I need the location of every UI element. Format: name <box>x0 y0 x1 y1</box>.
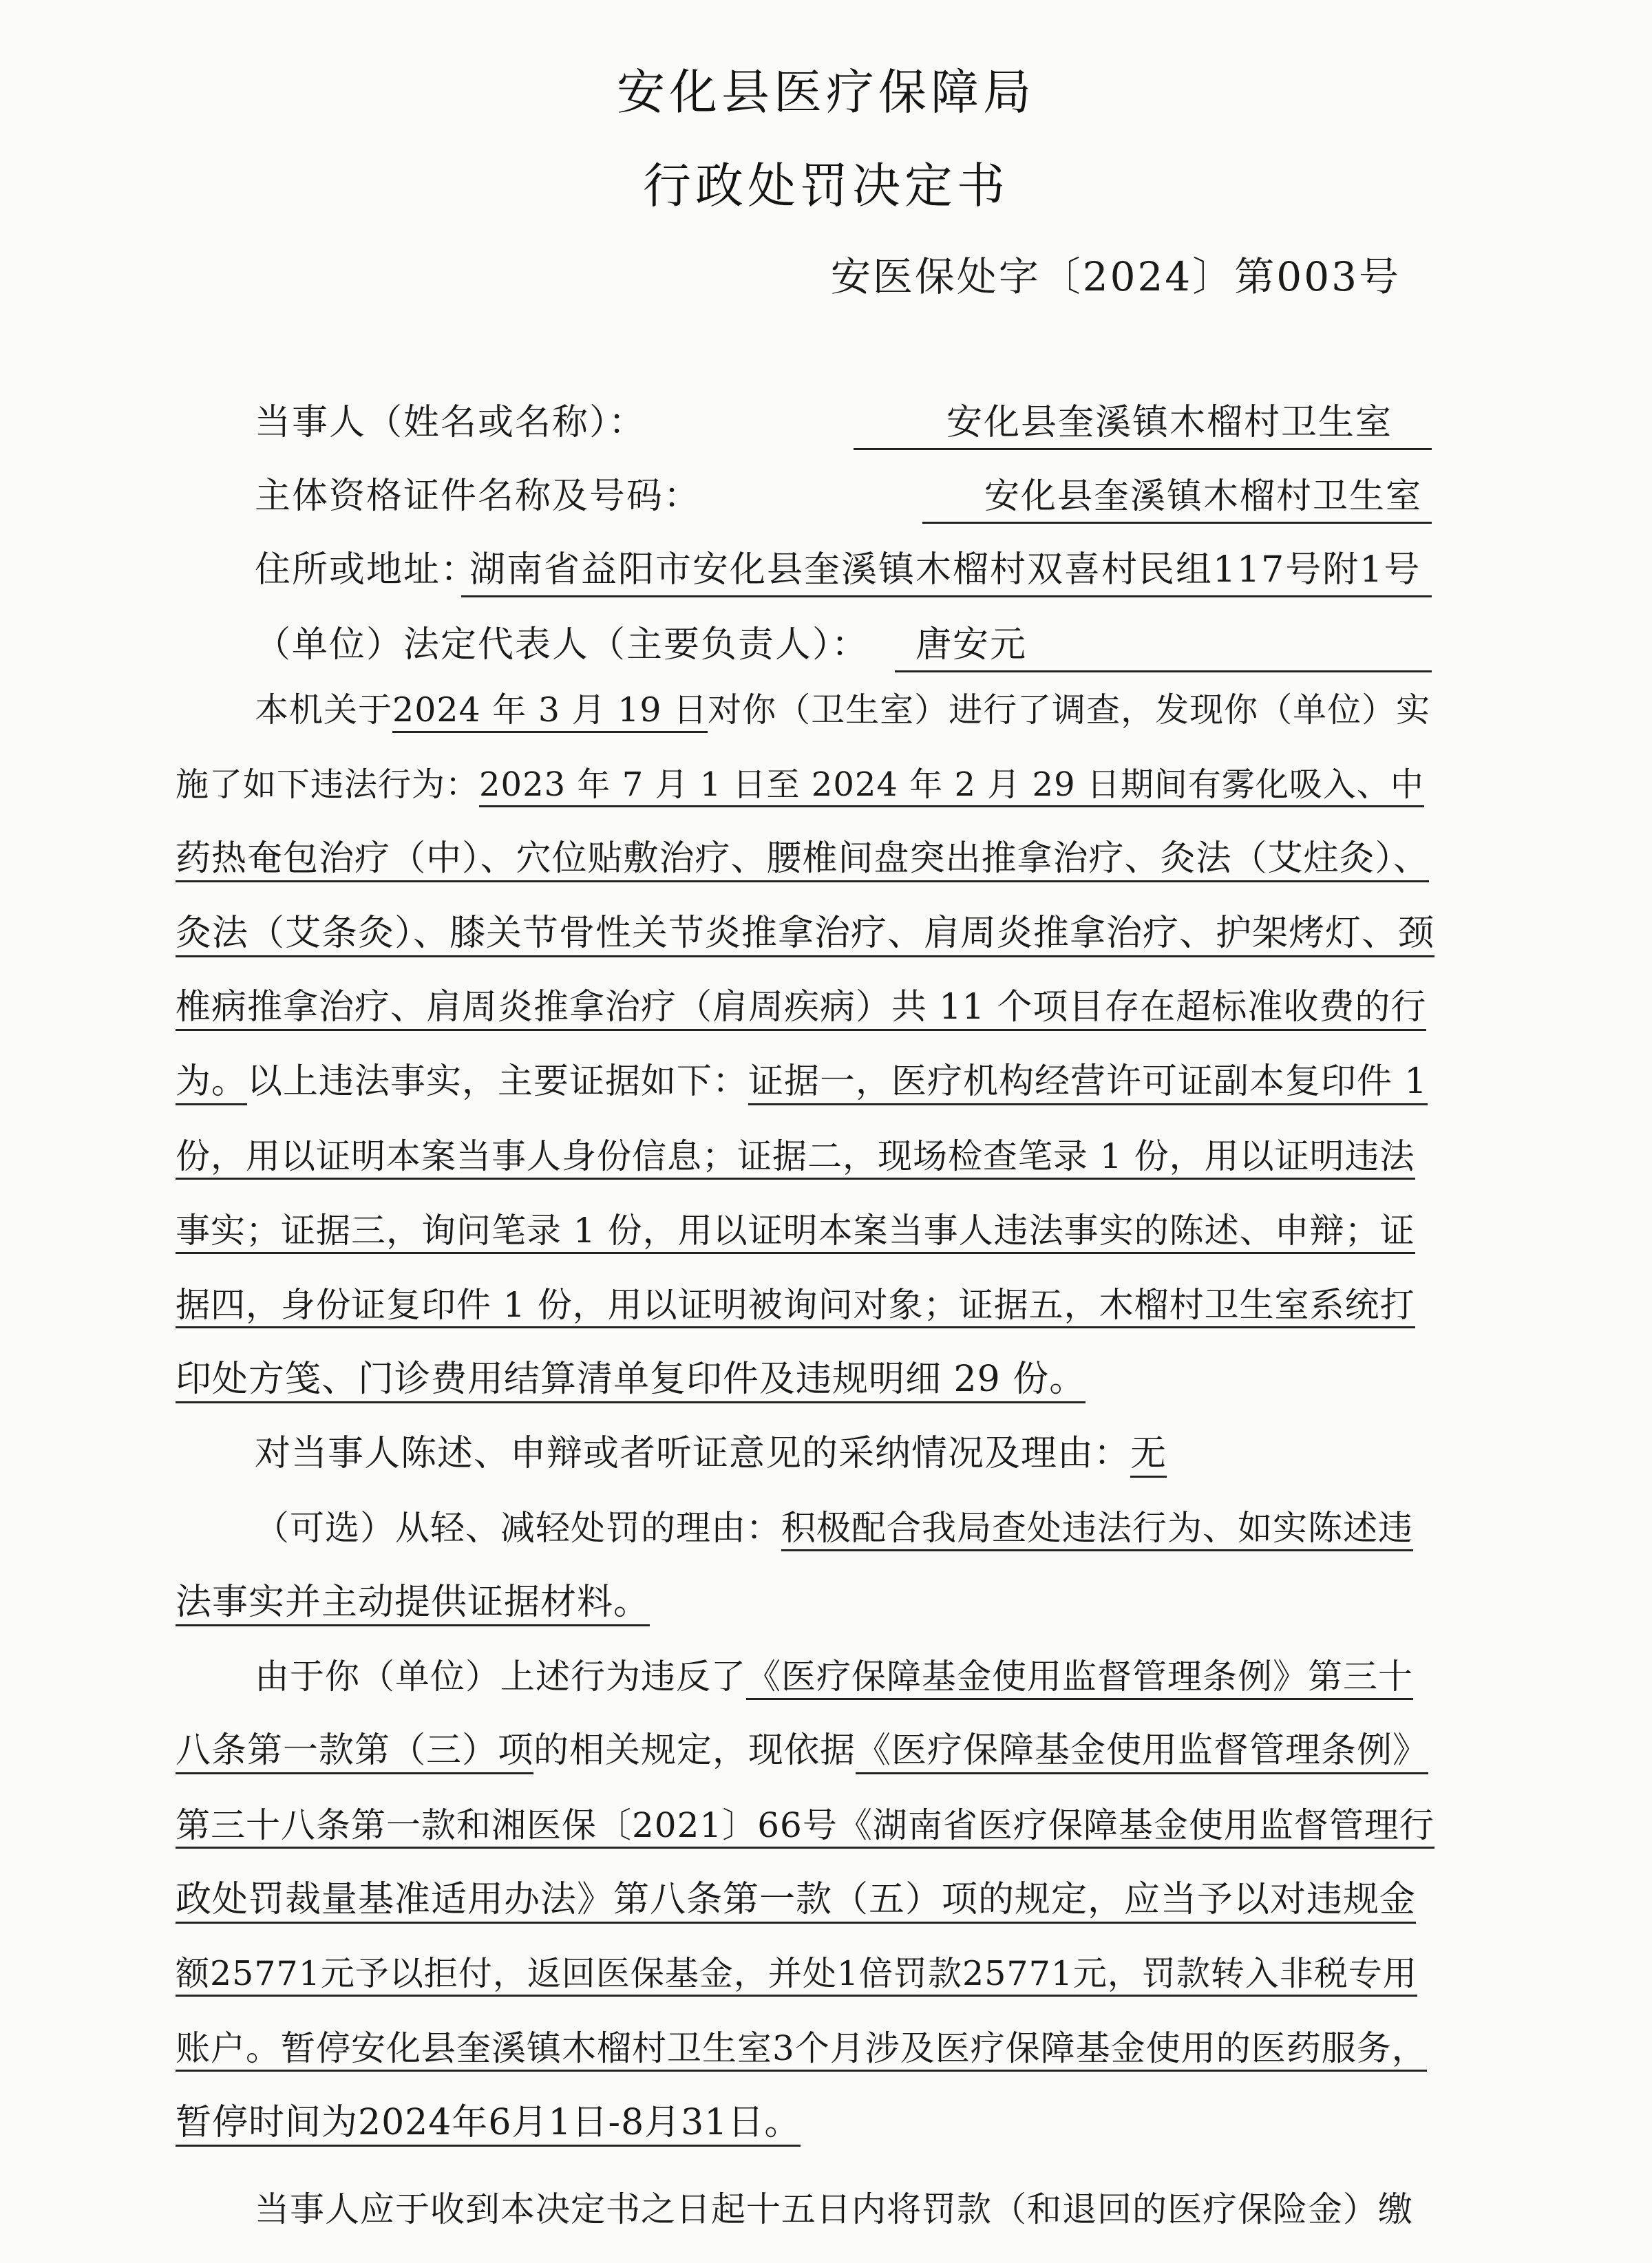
body-line <box>255 1419 1167 1488</box>
text-run-underlined: 额25771元予以拒付，返回医保基金，并处1倍罚款25771元，罚款转入非税专用 <box>176 1954 1417 1997</box>
document-number: 安医保处字〔2024〕第003号 <box>830 253 1401 300</box>
body-line <box>176 2088 801 2157</box>
field-label: 主体资格证件名称及号码： <box>255 476 701 517</box>
body-line <box>176 1568 650 1637</box>
body-line <box>176 1865 1416 1934</box>
field-legal-representative <box>255 615 1432 677</box>
text-run: 由于你（单位）上述行为违反了 <box>255 1657 746 1697</box>
text-run-underlined: 印处方笺、门诊费用结算清单复印件及违规明细 29 份。 <box>176 1359 1086 1403</box>
text-run-underlined: 暂停时间为2024年6月1日-8月31日。 <box>176 2102 801 2147</box>
body-line <box>176 1717 1428 1785</box>
text-run-underlined: 2024 年 3 月 19 日 <box>392 690 708 733</box>
document-title: 行政处罚决定书 <box>643 158 1009 214</box>
fill-line <box>895 670 1432 672</box>
text-run-underlined: 《医疗保障基金使用监督管理条例》第三十 <box>746 1657 1413 1700</box>
text-run-underlined: 灸法（艾条灸）、膝关节骨性关节炎推拿治疗、肩周炎推拿治疗、护架烤灯、颈 <box>176 913 1434 957</box>
text-run: 对你（卫生室）进行了调查，发现你（单位）实 <box>708 690 1431 730</box>
text-run-underlined: 药热奄包治疗（中）、穴位贴敷治疗、腰椎间盘突出推拿治疗、灸法（艾炷灸）、 <box>176 838 1429 882</box>
body-line <box>176 2014 1427 2083</box>
field-value: 唐安元 <box>915 624 1028 666</box>
text-run-underlined: 《医疗保障基金使用监督管理条例》 <box>856 1730 1428 1774</box>
body-line <box>176 1791 1434 1860</box>
text-run-underlined: 应当予以对违规金 <box>1124 1879 1416 1924</box>
text-run-underlined: 证据一，医疗机构经营许可证副本复印件 1 <box>748 1061 1428 1105</box>
text-run: 的相关规定，现依据 <box>533 1730 856 1771</box>
body-line <box>176 1196 1415 1265</box>
field-party-name <box>255 392 1432 454</box>
body-line <box>255 1642 1413 1711</box>
text-run-underlined: 政处罚裁量基准适用办法》第八条第一款（五）项的规定， <box>176 1879 1124 1924</box>
text-run-underlined: 第三十八条第一款和湘医保〔2021〕66号《湖南省医疗保障基金使用监督管理行 <box>176 1805 1434 1849</box>
text-run-underlined: 法事实并主动提供证据材料。 <box>176 1582 650 1626</box>
body-line <box>176 825 1429 893</box>
text-run: 当事人应于收到本决定书之日起十五日内将罚款（和退回的医疗保险金）缴 <box>255 2189 1413 2229</box>
text-run-underlined: 账户。暂停安化县奎溪镇木榴村卫生室3个月涉及医疗保障基金使用的医药服务， <box>176 2028 1427 2072</box>
text-run-underlined: 无 <box>1130 1433 1167 1478</box>
field-value: 安化县奎溪镇木榴村卫生室 <box>984 476 1423 517</box>
text-run-underlined: 事实；证据三，询问笔录 1 份，用以证明本案当事人违法事实的陈述、申辩；证 <box>176 1211 1415 1254</box>
text-run: 本机关于 <box>255 690 393 730</box>
body-line <box>176 899 1434 968</box>
body-line <box>255 676 1430 745</box>
body-line <box>176 1940 1417 2008</box>
field-label: （单位）法定代表人（主要负责人）： <box>255 624 869 666</box>
text-run-underlined: 据四，身份证复印件 1 份，用以证明被询问对象；证据五，木榴村卫生室系统打 <box>176 1285 1415 1328</box>
body-line <box>176 1048 1428 1116</box>
body-line <box>176 973 1426 1042</box>
text-run-underlined: 为。 <box>176 1061 247 1105</box>
body-line <box>255 1494 1413 1562</box>
text-run-underlined: 积极配合我局查处违法行为、如实陈述违 <box>781 1508 1413 1551</box>
text-run: 对当事人陈述、申辩或者听证意见的采纳情况及理由： <box>255 1433 1131 1474</box>
text-run: （可选）从轻、减轻处罚的理由： <box>255 1508 781 1548</box>
text-run-underlined: 椎病推拿治疗、肩周炎推拿治疗（肩周疾病）共 11 个项目存在超标准收费的行 <box>176 987 1426 1031</box>
fill-line <box>461 595 1432 597</box>
field-label: 住所或地址： <box>255 549 478 591</box>
text-run-underlined: 2023 年 7 月 1 日至 2024 年 2 月 29 日期间有雾化吸入、中 <box>479 765 1424 807</box>
body-line <box>176 750 1424 819</box>
text-run: 以上违法事实，主要证据如下： <box>247 1061 749 1102</box>
body-line <box>176 1345 1086 1414</box>
issuing-authority: 安化县医疗保障局 <box>617 64 1035 120</box>
text-run: 施了如下违法行为： <box>176 765 480 804</box>
body-line <box>176 1271 1415 1339</box>
field-qualification-certificate <box>255 466 1432 528</box>
fill-line <box>854 448 1432 450</box>
field-label: 当事人（姓名或名称）： <box>255 402 646 443</box>
fill-line <box>922 522 1432 524</box>
body-line <box>255 2175 1413 2244</box>
text-run-underlined: 份，用以证明本案当事人身份信息；证据二，现场检查笔录 1 份，用以证明违法 <box>176 1136 1415 1180</box>
text-run-underlined: 八条第一款第（三）项 <box>176 1730 533 1774</box>
field-address <box>255 540 1432 602</box>
field-value: 湖南省益阳市安化县奎溪镇木榴村双喜村民组117号附1号 <box>469 549 1421 591</box>
body-line <box>176 1122 1415 1191</box>
field-value: 安化县奎溪镇木榴村卫生室 <box>946 402 1393 443</box>
